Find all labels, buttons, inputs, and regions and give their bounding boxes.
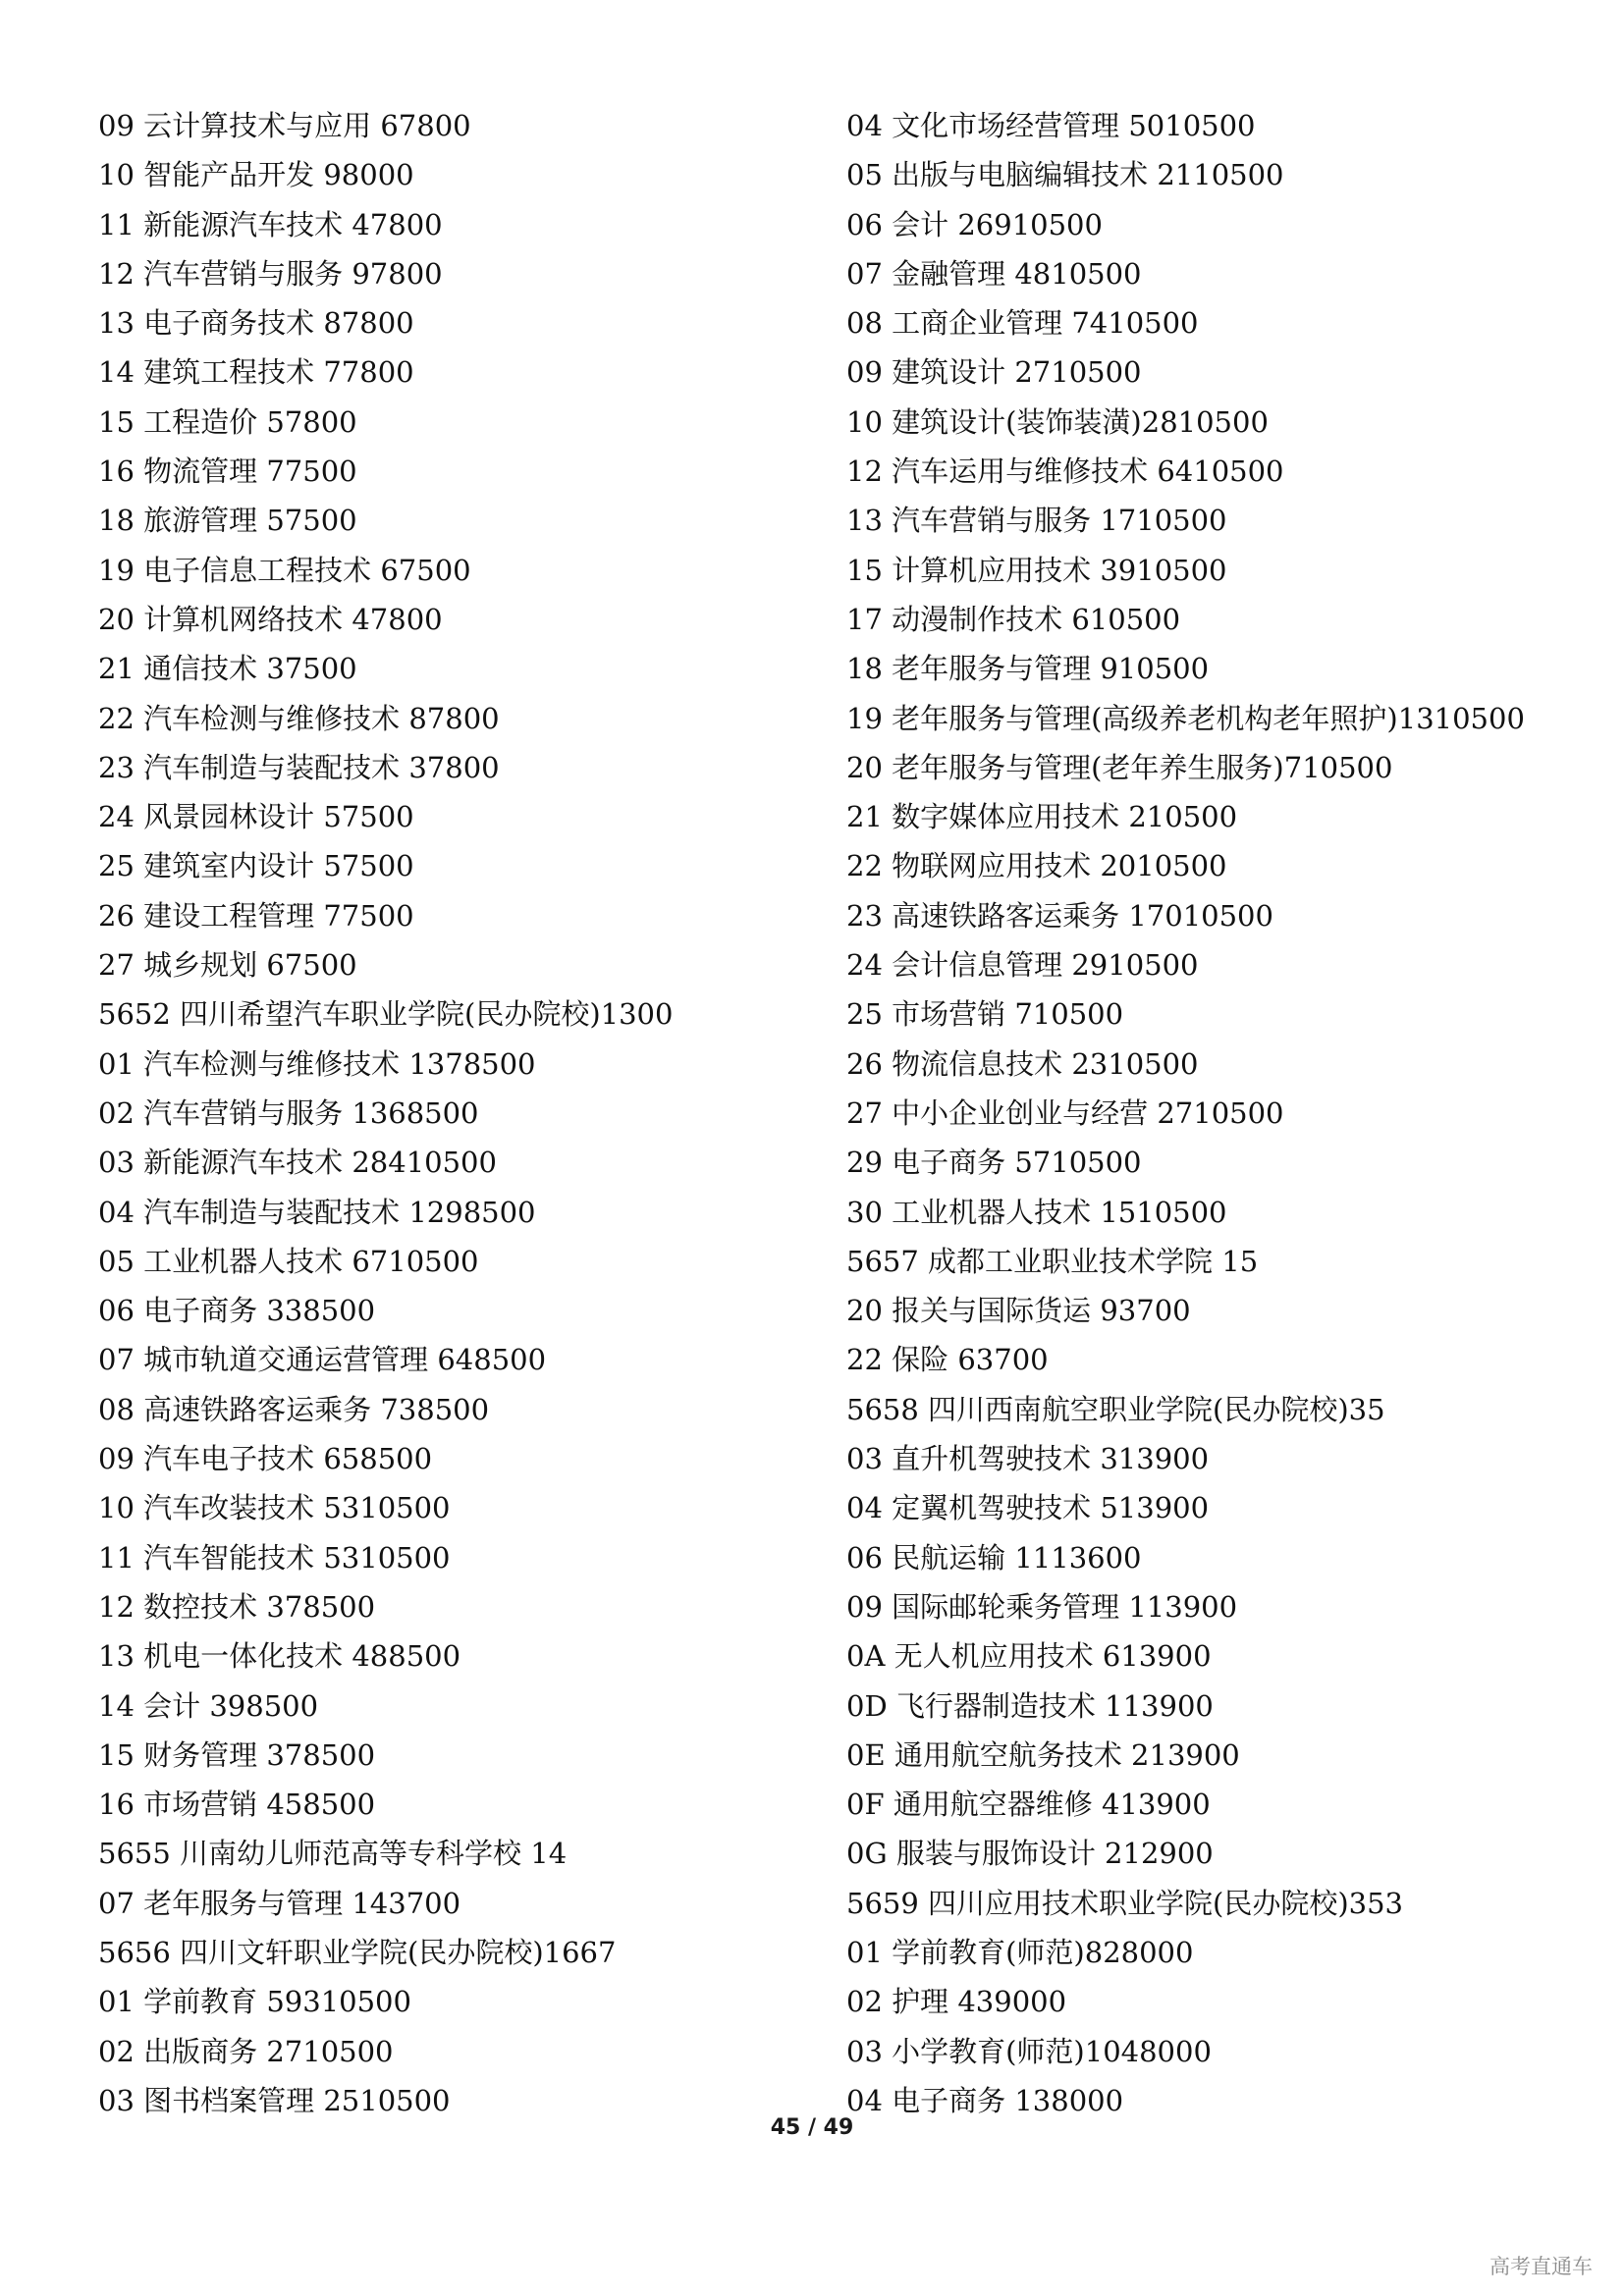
list-item: 10 建筑设计(装饰装潢)2810500	[846, 404, 1269, 439]
watermark: 高考直通车	[1489, 2255, 1593, 2278]
list-item: 24 风景园林设计 57500	[98, 800, 414, 834]
list-item: 05 出版与电脑编辑技术 2110500	[846, 158, 1284, 192]
list-item: 22 物联网应用技术 2010500	[846, 849, 1227, 883]
list-item: 25 市场营销 710500	[846, 997, 1124, 1032]
list-item: 18 旅游管理 57500	[98, 504, 357, 538]
list-item: 01 汽车检测与维修技术 1378500	[98, 1046, 536, 1081]
list-item: 02 出版商务 2710500	[98, 2034, 394, 2068]
left-column	[98, 101, 825, 2125]
list-item: 5655 川南幼儿师范高等专科学校 14	[98, 1837, 568, 1871]
list-item: 04 电子商务 138000	[846, 2083, 1124, 2117]
list-item: 13 电子商务技术 87800	[98, 306, 414, 341]
list-item: 07 金融管理 4810500	[846, 256, 1142, 291]
list-item: 15 财务管理 378500	[98, 1737, 376, 1772]
list-item: 04 文化市场经营管理 5010500	[846, 109, 1256, 142]
list-item: 06 民航运输 1113600	[846, 1540, 1142, 1575]
list-item: 03 新能源汽车技术 28410500	[98, 1146, 497, 1180]
list-item: 0E 通用航空航务技术 213900	[846, 1737, 1240, 1772]
list-item: 5652 四川希望汽车职业学院(民办院校)1300	[98, 997, 674, 1032]
list-item: 20 报关与国际货运 93700	[846, 1294, 1191, 1328]
list-item: 09 国际邮轮乘务管理 113900	[846, 1589, 1238, 1624]
list-item: 19 老年服务与管理(高级养老机构老年照护)1310500	[846, 701, 1525, 735]
list-item: 13 汽车营销与服务 1710500	[846, 504, 1227, 538]
list-item: 04 汽车制造与装配技术 1298500	[98, 1195, 536, 1229]
list-item: 13 机电一体化技术 488500	[98, 1639, 461, 1674]
list-item: 05 工业机器人技术 6710500	[98, 1244, 479, 1278]
list-item: 02 护理 439000	[846, 1985, 1067, 2019]
list-item: 5657 成都工业职业技术学院 15	[846, 1244, 1259, 1278]
list-item: 25 建筑室内设计 57500	[98, 849, 414, 883]
list-item: 20 计算机网络技术 47800	[98, 602, 443, 636]
list-item: 06 会计 26910500	[846, 207, 1103, 241]
list-item: 09 云计算技术与应用 67800	[98, 109, 471, 142]
list-item: 12 汽车营销与服务 97800	[98, 256, 443, 291]
right-column	[846, 101, 1573, 2125]
list-item: 08 工商企业管理 7410500	[846, 306, 1199, 341]
list-item: 17 动漫制作技术 610500	[846, 602, 1181, 636]
list-item: 22 汽车检测与维修技术 87800	[98, 701, 500, 735]
list-item: 5658 四川西南航空职业学院(民办院校)35	[846, 1392, 1385, 1426]
list-item: 27 中小企业创业与经营 2710500	[846, 1095, 1284, 1130]
list-item: 0D 飞行器制造技术 113900	[846, 1688, 1214, 1723]
list-item: 15 计算机应用技术 3910500	[846, 553, 1227, 587]
list-item: 19 电子信息工程技术 67500	[98, 553, 471, 587]
list-item: 22 保险 63700	[846, 1343, 1049, 1377]
list-item: 26 建设工程管理 77500	[98, 898, 414, 933]
list-item: 20 老年服务与管理(老年养生服务)710500	[846, 750, 1393, 784]
list-item: 23 汽车制造与装配技术 37800	[98, 750, 500, 784]
list-item: 12 数控技术 378500	[98, 1589, 376, 1624]
list-item: 0G 服装与服饰设计 212900	[846, 1837, 1214, 1871]
list-item: 09 汽车电子技术 658500	[98, 1442, 433, 1476]
list-item: 21 数字媒体应用技术 210500	[846, 800, 1238, 834]
page-number: 45 / 49	[770, 2115, 854, 2140]
list-item: 10 汽车改装技术 5310500	[98, 1491, 451, 1525]
list-item: 15 工程造价 57800	[98, 404, 357, 439]
list-item: 5656 四川文轩职业学院(民办院校)1667	[98, 1935, 617, 1969]
list-item: 21 通信技术 37500	[98, 652, 357, 686]
list-item: 03 图书档案管理 2510500	[98, 2083, 451, 2117]
list-item: 07 城市轨道交通运营管理 648500	[98, 1343, 547, 1377]
list-item: 5659 四川应用技术职业学院(民办院校)353	[846, 1886, 1404, 1920]
list-item: 16 市场营销 458500	[98, 1788, 376, 1822]
list-item: 23 高速铁路客运乘务 17010500	[846, 898, 1273, 933]
list-item: 0F 通用航空器维修 413900	[846, 1788, 1211, 1822]
list-item: 09 建筑设计 2710500	[846, 355, 1142, 390]
list-item: 12 汽车运用与维修技术 6410500	[846, 454, 1284, 489]
list-item: 26 物流信息技术 2310500	[846, 1046, 1199, 1081]
list-item: 02 汽车营销与服务 1368500	[98, 1095, 479, 1130]
list-item: 16 物流管理 77500	[98, 454, 357, 489]
list-item: 0A 无人机应用技术 613900	[846, 1639, 1212, 1674]
list-item: 01 学前教育(师范)828000	[846, 1935, 1194, 1969]
list-item: 10 智能产品开发 98000	[98, 158, 414, 192]
list-item: 04 定翼机驾驶技术 513900	[846, 1491, 1210, 1525]
list-item: 01 学前教育 59310500	[98, 1985, 411, 2019]
list-item: 08 高速铁路客运乘务 738500	[98, 1392, 490, 1426]
list-item: 06 电子商务 338500	[98, 1294, 376, 1328]
list-item: 29 电子商务 5710500	[846, 1146, 1142, 1180]
list-item: 11 新能源汽车技术 47800	[98, 207, 443, 241]
list-item: 24 会计信息管理 2910500	[846, 948, 1199, 983]
list-item: 30 工业机器人技术 1510500	[846, 1195, 1227, 1229]
list-item: 03 直升机驾驶技术 313900	[846, 1442, 1210, 1476]
list-item: 03 小学教育(师范)1048000	[846, 2034, 1212, 2068]
list-item: 11 汽车智能技术 5310500	[98, 1540, 451, 1575]
list-item: 14 建筑工程技术 77800	[98, 355, 414, 390]
list-item: 18 老年服务与管理 910500	[846, 652, 1210, 686]
list-item: 07 老年服务与管理 143700	[98, 1886, 461, 1920]
list-item: 27 城乡规划 67500	[98, 948, 357, 983]
list-item: 14 会计 398500	[98, 1688, 319, 1723]
